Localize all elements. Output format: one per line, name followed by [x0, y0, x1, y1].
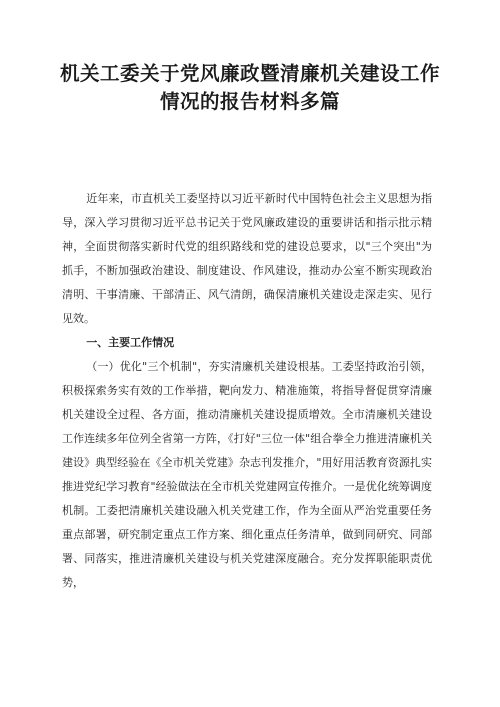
document-title: 机关工委关于党风廉政暨清廉机关建设工作情况的报告材料多篇 [60, 62, 441, 113]
section-paragraph: （一）优化"三个机制"，夯实清廉机关建设根基。工委坚持政治引领，积极探索务实有效的工作举措，靶向发力、精准施策，将指导督促贯穿清廉机关建设全过程、各方面，推动清廉机关建设提质增效。全市清廉机关建设工作连续多年位列全省第一方阵，《打好"三位一体"组合拳全力推进清廉机关建设》典型经验在《全市机关党建》杂志刊发推介，"用好用活教育资源扎实推进党纪学习教育"经验做法在全市机关党建网宣传推介。一是优化统筹调度机制。工委把清廉机关建设融入机关党建工作，作为全面从严治党重要任务重点部署，研究制定重点工作方案、细化重点任务清单，做到同研究、同部署、同落实，推进清廉机关建设与机关党建深度融合。充分发挥职能职责优势， [62, 360, 432, 589]
section-heading: 一、主要工作情况 [86, 336, 175, 349]
intro-paragraph: 近年来，市直机关工委坚持以习近平新时代中国特色社会主义思想为指导，深入学习贯彻习近平总书记关于党风廉政建设的重要讲话和指示批示精神，全面贯彻落实新时代党的组织路线和党的建设总要求，以"三个突出"为抓手，不断加强政治建设、制度建设、作风建设，推动办公室不断实现政治清明、干事清廉、干部清正、风气清朗，确保清廉机关建设走深走实、见行见效。 [62, 192, 432, 325]
document-body [62, 187, 432, 595]
